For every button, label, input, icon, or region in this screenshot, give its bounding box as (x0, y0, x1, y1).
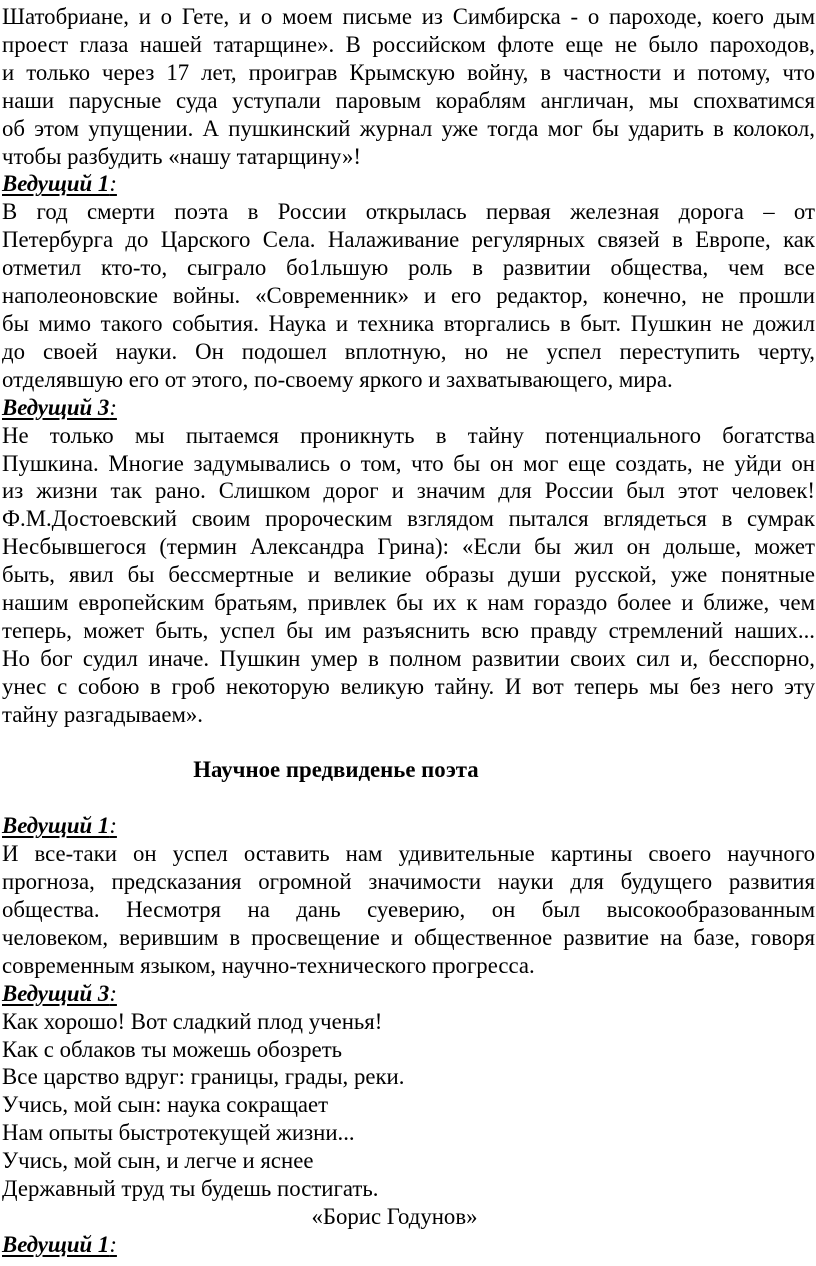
text-line: теперь, может быть, успел бы им разъяснить всю правду стремлений наших... (2, 617, 815, 643)
speaker-label (2, 1231, 815, 1259)
poem-line: Все царство вдруг: границы, грады, реки. (2, 1064, 405, 1090)
poem-line: Державный труд ты будешь постигать. (2, 1176, 379, 1202)
speaker-colon: : (109, 980, 117, 1006)
text-line: Несбывшегося (термин Александра Грина): «Если бы жил он дольше, может (2, 534, 815, 560)
text-line: об этом упущении. А пушкинский журнал уже тогда мог бы ударить в колокол, (2, 115, 815, 141)
paragraph (2, 422, 815, 729)
text-line: и только через 17 лет, проиграв Крымскую войну, в частности и потому, что (2, 59, 815, 85)
speaker-colon: : (109, 394, 117, 420)
text-line: нашим европейским братьям, привлек бы их к нам гораздо более и ближе, чем (2, 590, 815, 616)
speaker-name: Ведущий 3 (2, 394, 110, 420)
text-line: современным языком, научно-технического прогресса. (2, 952, 535, 978)
paragraph (2, 840, 815, 980)
poem (2, 1008, 815, 1203)
text-line: Но бог судил иначе. Пушкин умер в полном развитии своих сил и, бесспорно, (2, 645, 815, 671)
text-line: быть, явил бы бессмертные и великие образы души русской, уже понятные (2, 562, 815, 588)
poem-line: Учись, мой сын: наука сокращает (2, 1092, 329, 1118)
text-line: чтобы разбудить «нашу татарщину»! (2, 143, 362, 169)
text-line: отделявшую его от этого, по-своему яркого и захватывающего, мира. (2, 366, 673, 392)
text-line: Пушкина. Многие задумывались о том, что бы он мог еще создать, не уйди он (2, 450, 815, 476)
paragraph (2, 3, 815, 170)
text-line: Ф.М.Достоевский своим пророческим взглядом пытался вглядеться в сумрак (2, 506, 815, 532)
speaker-colon: : (109, 171, 117, 197)
speaker-colon: : (109, 813, 117, 839)
text-line: отметил кто-то, сыграло бо1льшую роль в развитии общества, чем все (2, 255, 815, 281)
text-line: В год смерти поэта в России открылась первая железная дорога – от (2, 199, 815, 225)
text-line: Не только мы пытаемся проникнуть в тайну потенциального богатства (2, 422, 815, 448)
text-line: бы мимо такого события. Наука и техника вторгались в быт. Пушкин не дожил (2, 310, 815, 336)
paragraph (2, 198, 815, 393)
text-line: прогноза, предсказания огромной значимости науки для будущего развития (2, 869, 815, 895)
text-line: И все-таки он успел оставить нам удивительные картины своего научного (2, 841, 815, 867)
text-line: до своей науки. Он подошел вплотную, но не успел переступить черту, (2, 338, 815, 364)
text-line: Петербурга до Царского Села. Налаживание регулярных связей в Европе, как (2, 227, 815, 253)
text-line: Шатобриане, и о Гете, и о моем письме из Симбирска - о пароходе, коего дым (2, 4, 815, 29)
poem-line: Как хорошо! Вот сладкий плод ученья! (2, 1008, 383, 1034)
speaker-name: Ведущий 1 (2, 171, 110, 197)
poem-line: Учись, мой сын, и легче и яснее (2, 1148, 314, 1174)
text-line: наши парусные суда уступали паровым кораблям англичан, мы спохватимся (2, 87, 815, 113)
speaker-label (2, 394, 815, 422)
text-line: наполеоновские войны. «Современник» и его редактор, конечно, не прошли (2, 283, 815, 309)
speaker-name: Ведущий 1 (2, 813, 110, 839)
text-line: из жизни так рано. Слишком дорог и значим для России был этот человек! (2, 478, 815, 504)
speaker-label (2, 980, 815, 1008)
speaker-label (2, 170, 815, 198)
text-line: проест глаза нашей татарщине». В российском флоте еще не было пароходов, (2, 31, 815, 57)
speaker-label (2, 812, 815, 840)
text-line: человеком, верившим в просвещение и общественное развитие на базе, говоря (2, 924, 815, 950)
text-line: общества. Несмотря на дань суеверию, он был высокообразованным (2, 896, 815, 922)
speaker-name: Ведущий 3 (2, 980, 110, 1006)
poem-line: Нам опыты быстротекущей жизни... (2, 1120, 355, 1146)
speaker-colon: : (109, 1231, 117, 1257)
poem-line: Как с облаков ты можешь обозреть (2, 1036, 343, 1062)
text-line: тайну разгадываем». (2, 701, 203, 727)
section-heading: Научное предвиденье поэта (193, 757, 479, 783)
poem-attribution: «Борис Годунов» (311, 1203, 478, 1229)
speaker-name: Ведущий 1 (2, 1231, 110, 1257)
text-line: унес с собою в гроб некоторую великую тайну. И вот теперь мы без него эту (2, 673, 815, 699)
